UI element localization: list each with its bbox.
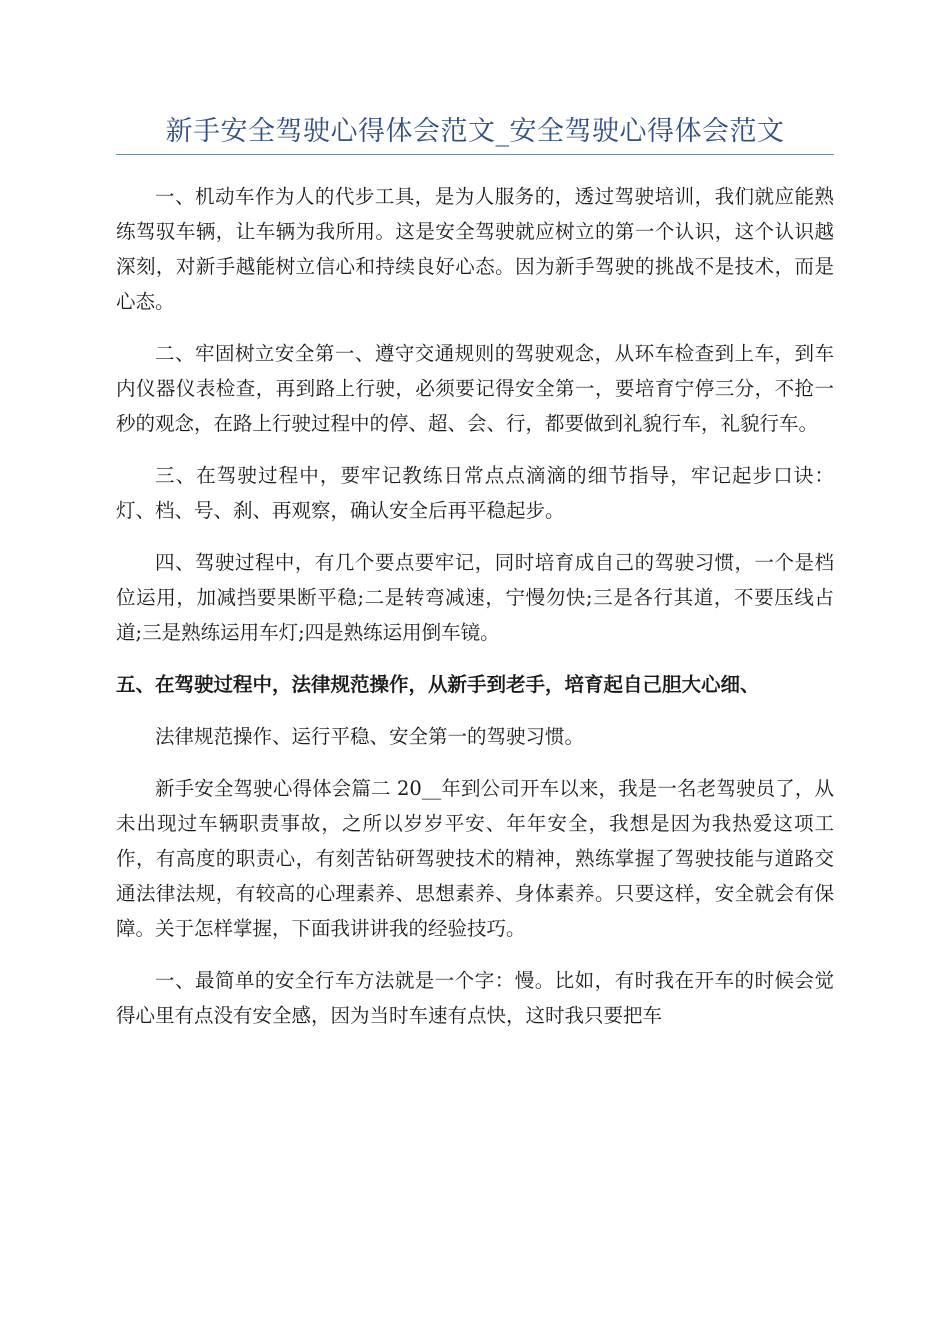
document-title: 新手安全驾驶心得体会范文_安全驾驶心得体会范文 xyxy=(116,112,834,155)
paragraph: 四、驾驶过程中，有几个要点要牢记，同时培育成自己的驾驶习惯，一个是档位运用，加减挡要果断平稳;二是转弯减速，宁慢勿快;三是各行其道，不要压线占道;三是熟练运用车灯;四是熟练运用倒车镜。 xyxy=(116,551,834,644)
paragraph: 法律规范操作、运行平稳、安全第一的驾驶习惯。 xyxy=(155,725,585,748)
document-body xyxy=(116,179,834,1033)
paragraph: 新手安全驾驶心得体会篇二 20__年到公司开车以来，我是一名老驾驶员了，从未出现过车辆职责事故，之所以岁岁平安、年年安全，我想是因为我热爱这项工作，有高度的职责心，有刻苦钻研驾驶技术的精神，熟练掌握了驾驶技能与道路交通法律法规，有较高的心理素养、思想素养、身体素养。只要这样，安全就会有保障。关于怎样掌握，下面我讲讲我的经验技巧。 xyxy=(116,777,834,940)
paragraph: 一、最简单的安全行车方法就是一个字：慢。比如，有时我在开车的时候会觉得心里有点没有安全感，因为当时车速有点快，这时我只要把车 xyxy=(116,969,834,1027)
paragraph: 一、机动车作为人的代步工具，是为人服务的，透过驾驶培训，我们就应能熟练驾驭车辆，让车辆为我所用。这是安全驾驶就应树立的第一个认识，这个认识越深刻，对新手越能树立信心和持续良好心态。因为新手驾驶的挑战不是技术，而是心态。 xyxy=(116,185,834,313)
document-page xyxy=(116,112,834,1050)
paragraph: 二、牢固树立安全第一、遵守交通规则的驾驶观念，从环车检查到上车，到车内仪器仪表检查，再到路上行驶，必须要记得安全第一，要培育宁停三分，不抢一秒的观念，在路上行驶过程中的停、超、会、行，都要做到礼貌行车，礼貌行车。 xyxy=(116,342,834,435)
paragraph: 三、在驾驶过程中，要牢记教练日常点点滴滴的细节指导，牢记起步口诀：灯、档、号、刹、再观察，确认安全后再平稳起步。 xyxy=(116,464,834,522)
section-heading: 五、在驾驶过程中，法律规范操作，从新手到老手，培育起自己胆大心细、 xyxy=(116,673,760,696)
